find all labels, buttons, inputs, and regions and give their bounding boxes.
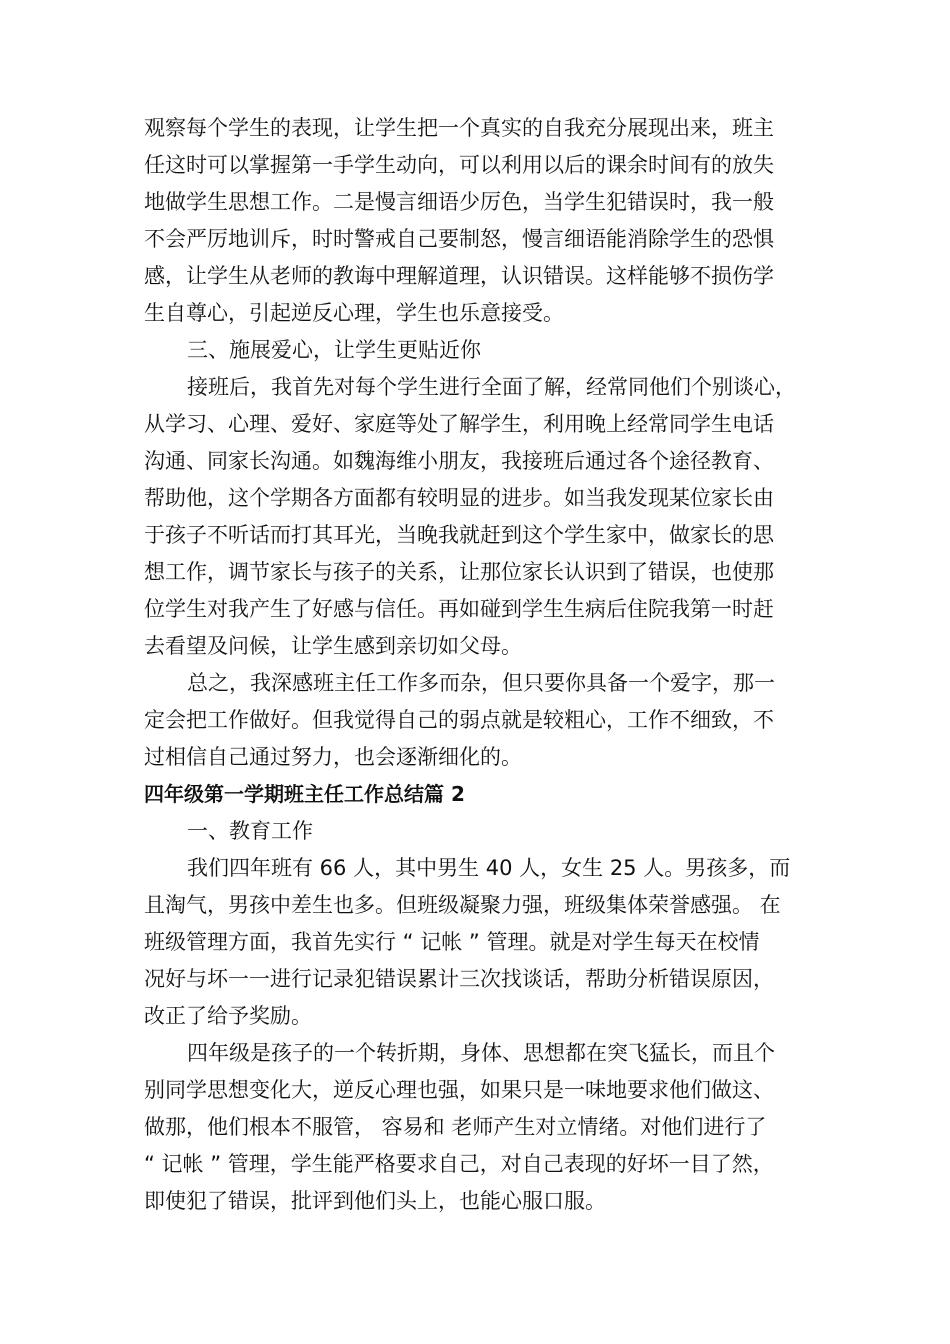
text-line: 帮助他，这个学期各方面都有较明显的进步。如当我发现某位家长由 [144,486,774,510]
text-line: 班级管理方面，我首先实行 “ 记帐 ” 管理。就是对学生每天在校情 [144,930,760,954]
text-line: 位学生对我产生了好感与信任。再如碰到学生生病后住院我第一时赶 [144,597,774,621]
text-line: 况好与坏一一进行记录犯错误累计三次找谈话，帮助分析错误原因， [144,967,774,991]
text-line: 感，让学生从老师的教诲中理解道理，认识错误。这样能够不损伤学 [144,264,774,288]
text-line: 生自尊心，引起逆反心理，学生也乐意接受。 [144,301,564,325]
text-line: 即使犯了错误，批评到他们头上，也能心服口服。 [144,1189,606,1213]
text-line: 任这时可以掌握第一手学生动向，可以利用以后的课余时间有的放失 [144,153,774,177]
text-line: 一、教育工作 [187,819,313,843]
text-line: “ 记帐 ” 管理，学生能严格要求自己，对自己表现的好坏一目了然， [144,1152,774,1176]
text-line: 总之，我深感班主任工作多而杂，但只要你具备一个爱字，那一 [187,671,775,695]
text-line: 别同学思想变化大，逆反心理也强，如果只是一味地要求他们做这、 [144,1078,774,1102]
text-line: 改正了给予奖励。 [144,1004,312,1028]
text-line: 观察每个学生的表现，让学生把一个真实的自我充分展现出来，班主 [144,116,774,140]
text-line: 定会把工作做好。但我觉得自己的弱点就是较粗心，工作不细致，不 [144,708,774,732]
text-line: 去看望及问候，让学生感到亲切如父母。 [144,634,522,658]
text-line: 做那，他们根本不服管， 容易和 老师产生对立情绪。对他们进行了 [144,1115,767,1139]
text-line: 地做学生思想工作。二是慢言细语少厉色，当学生犯错误时，我一般 [144,190,774,214]
text-line: 想工作，调节家长与孩子的关系，让那位家长认识到了错误，也使那 [144,560,774,584]
text-line: 过相信自己通过努力，也会逐渐细化的。 [144,745,522,769]
text-line: 不会严厉地训斥，时时警戒自己要制怒，慢言细语能消除学生的恐惧 [144,227,774,251]
text-line: 四年级是孩子的一个转折期，身体、思想都在突飞猛长，而且个 [187,1041,775,1065]
text-line: 沟通、同家长沟通。如魏海维小朋友，我接班后通过各个途径教育、 [144,449,774,473]
text-line: 我们四年班有 66 人，其中男生 40 人，女生 25 人。男孩多，而 [187,856,791,880]
document-body [144,110,814,1220]
text-line: 从学习、心理、爱好、家庭等处了解学生，利用晚上经常同学生电话 [144,412,774,436]
section-heading: 四年级第一学期班主任工作总结篇 2 [144,782,465,806]
text-line: 于孩子不听话而打其耳光，当晚我就赶到这个学生家中，做家长的思 [144,523,774,547]
text-line: 且淘气，男孩中差生也多。但班级凝聚力强，班级集体荣誉感强。 在 [144,893,781,917]
text-line: 三、施展爱心，让学生更贴近你 [187,338,481,362]
text-line: 接班后，我首先对每个学生进行全面了解，经常同他们个别谈心， [187,375,796,399]
